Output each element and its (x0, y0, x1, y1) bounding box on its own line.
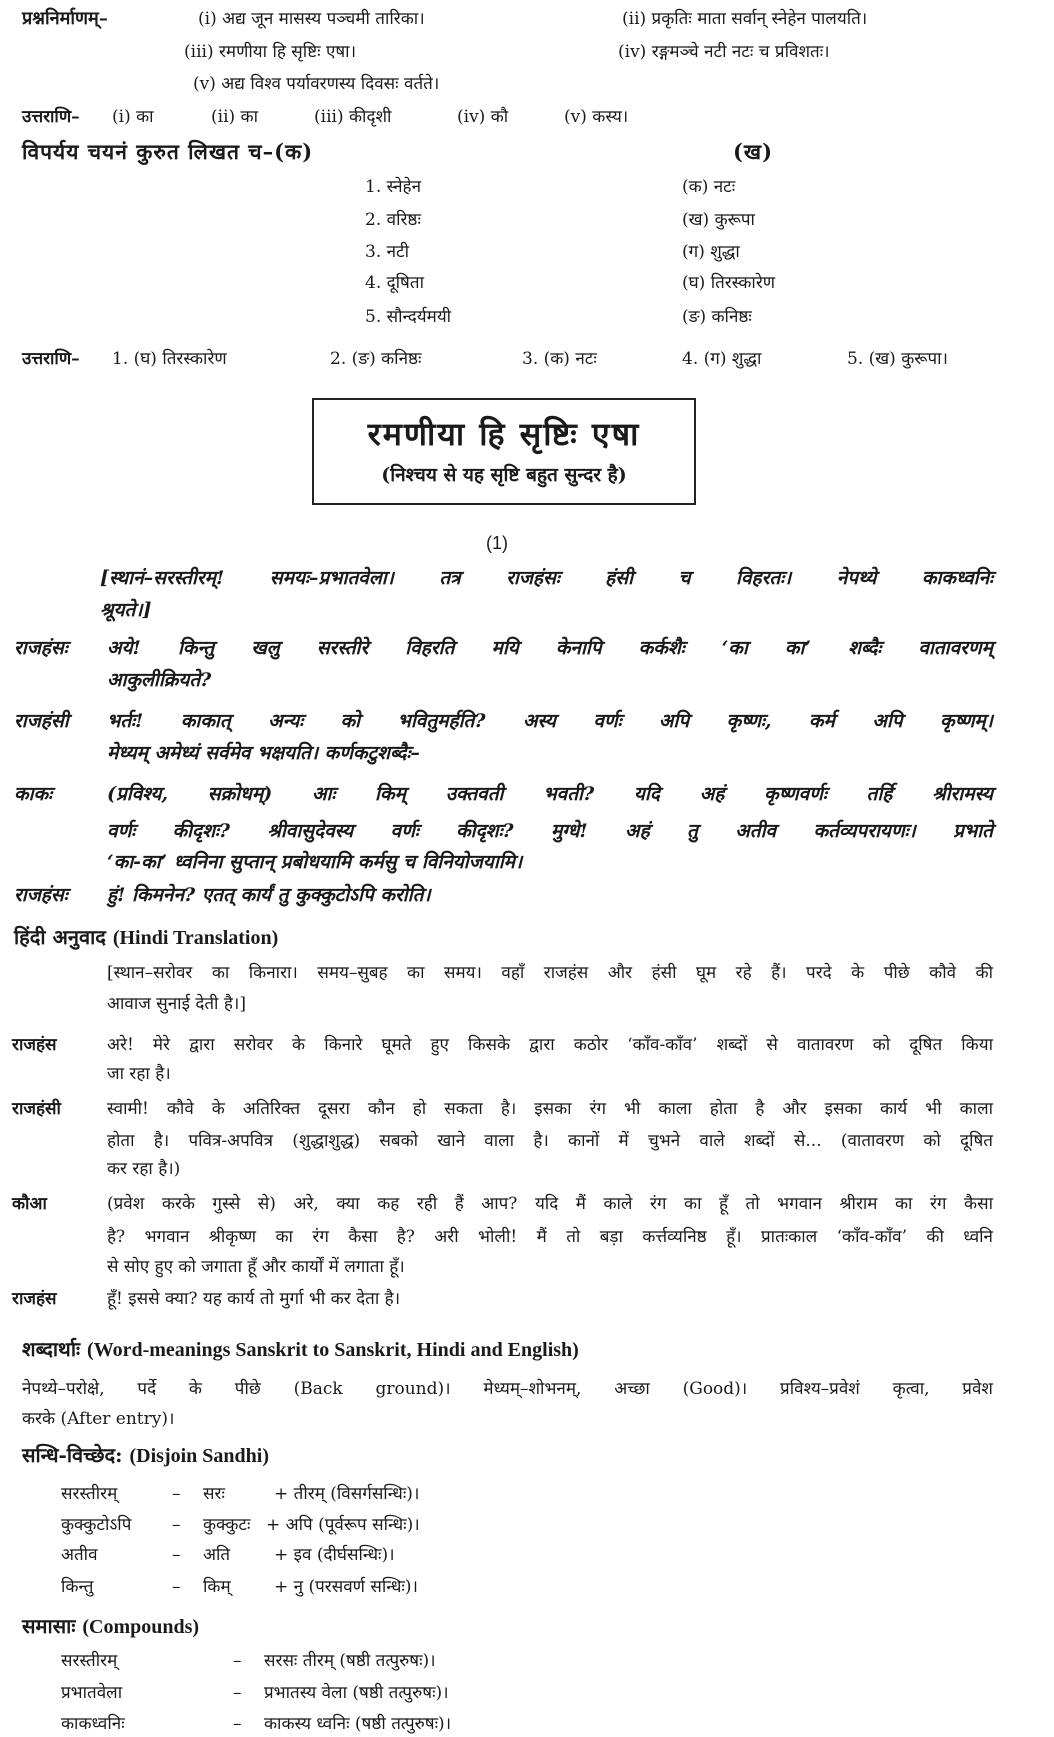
sandhi-heading (22, 1443, 269, 1468)
dialogue-line: आकुलीक्रियते? (107, 669, 212, 691)
speaker: राजहंसः (14, 884, 68, 906)
dialogue-line: भर्तः! काकात् अन्यः को भवितुमर्हति? अस्य वर्णः अपि कृष्णः, कर्म अपि कृष्णम्। (107, 710, 993, 732)
antonym-col-a: 2. वरिष्ठः (365, 210, 421, 230)
antonym-answers-label: उत्तराणि– (22, 349, 80, 369)
antonym-answer: 1. (घ) तिरस्कारेण (112, 349, 227, 369)
samasa-meaning: काकस्य ध्वनिः (षष्ठी तत्पुरुषः)। (264, 1714, 452, 1734)
antonym-col-b: (ङ) कनिष्ठः (682, 307, 752, 327)
question-item: (iv) रङ्गमञ्चे नटी नटः च प्रविशतः। (618, 42, 830, 62)
samasa-word: काकध्वनिः (61, 1714, 125, 1734)
dialogue-line: हुं! किमनेन? एतत् कार्यं तु कुक्कुटोऽपि करोति। (107, 884, 431, 906)
section-number: (1) (486, 533, 508, 553)
sandhi-first: कुक्कुटः (203, 1515, 251, 1535)
sandhi-word: सरस्तीरम् (61, 1484, 118, 1504)
lesson-subtitle: (निश्चय से यह सृष्टि बहुत सुन्दर है) (381, 464, 627, 486)
speaker: राजहंस (12, 1289, 57, 1309)
question-item: (iii) रमणीया हि सृष्टिः एषा। (184, 42, 357, 62)
hindi-line: है? भगवान श्रीकृष्ण का रंग कैसा है? अरी भोली! मैं तो बड़ा कर्त्तव्यनिष्ठ हूँ। प्रातःकाल ‘काँव-काँव’ की ध्वनि (107, 1227, 993, 1247)
dialogue-line: (प्रविश्य, सक्रोधम्) आः किम् उक्तवती भवती? यदि अहं कृष्णवर्णः तर्हि श्रीरामस्य (107, 783, 993, 805)
hindi-heading (14, 925, 278, 950)
stage-direction: श्रूयते।] (100, 599, 152, 621)
speaker: राजहंसी (14, 710, 69, 732)
dialogue-line: ‘का-का’ ध्वनिना सुप्तान् प्रबोधयामि कर्मसु च विनियोजयामि। (107, 851, 523, 873)
samasa-heading-en: (Compounds) (82, 1616, 200, 1638)
samasa-meaning: प्रभातस्य वेला (षष्ठी तत्पुरुषः)। (264, 1683, 449, 1703)
hindi-stage: [स्थान–सरोवर का किनारा। समय–सुबह का समय। वहाँ राजहंस और हंसी घूम रहे हैं। परदे के पीछे कौवे की (107, 963, 993, 983)
antonyms-col-b-header: (ख) (733, 139, 774, 164)
antonym-answer: 4. (ग) शुद्धा (682, 349, 762, 369)
sandhi-second: + तीरम् (विसर्गसन्धिः)। (274, 1484, 420, 1504)
sandhi-word: कुक्कुटोऽपि (61, 1515, 132, 1535)
word-meanings-heading-hi: शब्दार्थाः (22, 1337, 81, 1361)
sandhi-second: + इव (दीर्घसन्धिः)। (274, 1545, 395, 1565)
antonym-answer: 2. (ङ) कनिष्ठः (330, 349, 422, 369)
antonym-col-b: (ख) कुरूपा (682, 210, 755, 230)
samasa-meaning: सरसः तीरम् (षष्ठी तत्पुरुषः)। (264, 1651, 436, 1671)
samasa-word: सरस्तीरम् (61, 1651, 118, 1671)
hindi-line: जा रहा है। (107, 1064, 171, 1084)
antonym-col-b: (क) नटः (682, 177, 736, 197)
antonym-col-a: 4. दूषिता (365, 273, 424, 293)
lesson-title-box (312, 398, 696, 505)
sandhi-heading-en: (Disjoin Sandhi) (129, 1445, 269, 1467)
samasa-dash: – (233, 1714, 242, 1734)
word-meanings-line: नेपथ्ये–परोक्षे, पर्दे के पीछे (Back ground)। मेध्यम्–शोभनम्, अच्छा (Good)। प्रविश्य–प्रवेशं कृत्वा, प्रवेश (22, 1379, 993, 1399)
lesson-title: रमणीया हि सृष्टिः एषा (367, 415, 641, 453)
qf-answer: (i) का (112, 107, 154, 127)
antonyms-heading: विपर्यय चयनं कुरुत लिखत च–(क) (22, 139, 314, 164)
hindi-line: हूँ! इससे क्या? यह कार्य तो मुर्गा भी कर देता है। (107, 1289, 401, 1309)
question-item: (ii) प्रकृतिः माता सर्वान् स्नेहेन पालयति। (622, 9, 868, 29)
sandhi-second: + नु (परसवर्ण सन्धिः)। (274, 1577, 418, 1597)
samasa-dash: – (233, 1651, 242, 1671)
hindi-stage: आवाज सुनाई देती है।] (107, 994, 246, 1014)
hindi-line: अरे! मेरे द्वारा सरोवर के किनारे घूमते हुए किसके द्वारा कठोर ‘काँव-काँव’ शब्दों से वातावरण को दूषित किया (107, 1035, 993, 1055)
question-item: (v) अद्य विश्व पर्यावरणस्य दिवसः वर्तते। (193, 74, 440, 94)
qf-answer: (iii) कीदृशी (314, 107, 392, 127)
samasa-word: प्रभातवेला (61, 1683, 123, 1703)
samasa-heading (22, 1614, 199, 1639)
hindi-heading-hi: हिंदी अनुवाद (14, 925, 106, 949)
stage-direction: [स्थानं–सरस्तीरम्! समयः–प्रभातवेला। तत्र राजहंसः हंसी च विहरतः। नेपथ्ये काकध्वनिः (100, 567, 993, 589)
antonym-col-b: (घ) तिरस्कारेण (682, 273, 776, 293)
sandhi-dash: – (172, 1545, 181, 1565)
hindi-line: से सोए हुए को जगाता हूँ और कार्यों में लगाता हूँ। (107, 1257, 405, 1277)
dialogue-line: मेध्यम् अमेध्यं सर्वमेव भक्षयति। कर्णकटुशब्दैः– (107, 742, 420, 764)
hindi-line: (प्रवेश करके गुस्से से) अरे, क्या कह रही हैं आप? यदि मैं काले रंग का हूँ तो भगवान श्रीराम का रंग कैसा (107, 1194, 993, 1214)
antonym-col-a: 3. नटी (365, 242, 410, 262)
samasa-dash: – (233, 1683, 242, 1703)
sandhi-dash: – (172, 1515, 181, 1535)
antonym-col-a: 1. स्नेहेन (365, 177, 422, 197)
hindi-line: स्वामी! कौवे के अतिरिक्त दूसरा कौन हो सकता है। इसका रंग भी काला होता है और इसका कार्य भी काला (107, 1099, 993, 1119)
sandhi-dash: – (172, 1577, 181, 1597)
qf-answers-label: उत्तराणि– (22, 107, 80, 127)
qf-answer: (iv) कौ (457, 107, 509, 127)
sandhi-first: सरः (203, 1484, 225, 1504)
speaker: राजहंस (12, 1035, 57, 1055)
word-meanings-heading (22, 1337, 579, 1362)
antonym-col-a: 5. सौन्दर्यमयी (365, 307, 452, 327)
speaker: राजहंसः (14, 637, 68, 659)
antonym-answer: 5. (ख) कुरूपा। (847, 349, 948, 369)
qf-answer: (v) कस्य। (564, 107, 629, 127)
sandhi-word: किन्तु (61, 1577, 94, 1597)
samasa-heading-hi: समासाः (22, 1614, 76, 1638)
sandhi-heading-hi: सन्धि-विच्छेद: (22, 1443, 123, 1467)
sandhi-dash: – (172, 1484, 181, 1504)
dialogue-line: वर्णः कीदृशः? श्रीवासुदेवस्य वर्णः कीदृशः? मुग्धे! अहं तु अतीव कर्तव्यपरायणः। प्रभाते (107, 820, 993, 842)
antonym-col-b: (ग) शुद्धा (682, 242, 740, 262)
speaker: काकः (14, 783, 52, 805)
hindi-line: होता है। पवित्र-अपवित्र (शुद्धाशुद्ध) सबको खाने वाला है। कानों में चुभने वाले शब्दों से... (वातावरण को दूषित (107, 1131, 993, 1151)
hindi-heading-en: (Hindi Translation) (112, 927, 279, 949)
hindi-line: कर रहा है।) (107, 1159, 181, 1179)
sandhi-first: किम् (203, 1577, 231, 1597)
qf-answer: (ii) का (211, 107, 259, 127)
dialogue-line: अये! किन्तु खलु सरस्तीरे विहरति मयि केनापि कर्कशैः ‘का का’ शब्दैः वातावरणम् (107, 637, 993, 659)
sandhi-word: अतीव (61, 1545, 98, 1565)
word-meanings-line: करके (After entry)। (22, 1409, 175, 1429)
sandhi-first: अति (203, 1545, 231, 1565)
word-meanings-heading-en: (Word-meanings Sanskrit to Sanskrit, Hindi and English) (87, 1339, 579, 1361)
antonym-answer: 3. (क) नटः (522, 349, 597, 369)
speaker: कौआ (12, 1194, 47, 1214)
sandhi-second: + अपि (पूर्वरूप सन्धिः)। (266, 1515, 420, 1535)
question-formation-label: प्रश्ननिर्माणम्– (22, 8, 108, 29)
speaker: राजहंसी (12, 1099, 61, 1119)
question-item: (i) अद्य जून मासस्य पञ्चमी तारिका। (198, 9, 425, 29)
